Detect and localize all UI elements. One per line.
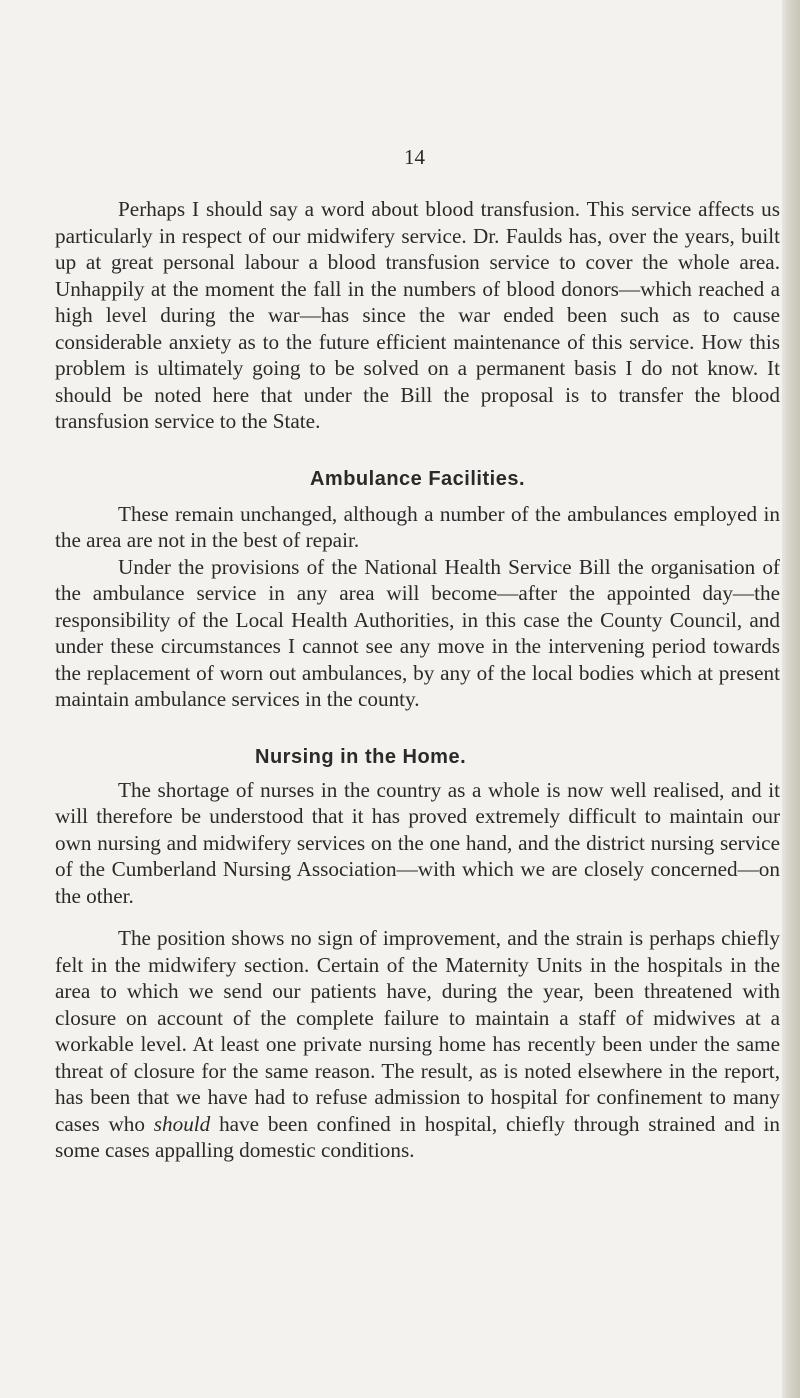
emphasis-should: should (153, 1111, 211, 1136)
paragraph-ambulance-bill: Under the provisions of the National Health Service Bill the organisation of the ambulance service in any area will become—after the appointed day—the responsibility of the Local Health Authorities, in this case the County Council, and under these circumstances I cannot see any move in the intervening period towards the replacement of worn out ambulances, by any of the local bodies which at present maintain ambulance services in the county. (55, 554, 780, 711)
paragraph-nurse-shortage: The shortage of nurses in the country as a whole is now well realised, and it will therefore be understood that it has proved extremely difficult to maintain our own nursing and midwifery services on the one hand, and the district nursing service of the Cumberland Nursing Association—with which we are closely concerned—on the other. (55, 777, 780, 908)
document-body (55, 196, 780, 1164)
heading-ambulance-facilities: Ambulance Facilities. (309, 467, 525, 490)
page-number: 14 (404, 145, 425, 169)
heading-nursing-in-the-home: Nursing in the Home. (255, 745, 467, 768)
midwifery-text-part2: have been confined in hospital, chiefly through strained and in some cases appalling domestic conditions. (55, 1111, 780, 1162)
page-edge (782, 0, 800, 1398)
paragraph-blood-transfusion: Perhaps I should say a word about blood transfusion. This service affects us particularly in respect of our midwifery service. Dr. Faulds has, over the years, built up at great personal labour a blood transfusion service to cover the whole area. Unhappily at the moment the fall in the numbers of blood donors—which reached a high level during the war—has since the war ended been such as to cause considerable anxiety as to the future efficient maintenance of this service. How this problem is ultimately going to be solved on a permanent basis I do not know. It should be noted here that under the Bill the proposal is to transfer the blood transfusion service to the State. (55, 197, 780, 433)
paragraph-midwifery-strain (55, 925, 780, 1164)
paragraph-ambulance-condition: These remain unchanged, although a number of the ambulances employed in the area are not in the best of repair. (55, 501, 780, 552)
midwifery-text-part1: The position shows no sign of improvement, and the strain is perhaps chiefly felt in the midwifery section. Certain of the Maternity Units in the hospitals in the area to which we send our patients have, during the year, been threatened with closure on account of the complete failure to maintain a staff of midwives at a workable level. At least one private nursing home has recently been under the same threat of closure for the same reason. The result, as is noted elsewhere in the report, has been that we have had to refuse admission to hospital for confinement to many cases who (55, 926, 780, 1136)
